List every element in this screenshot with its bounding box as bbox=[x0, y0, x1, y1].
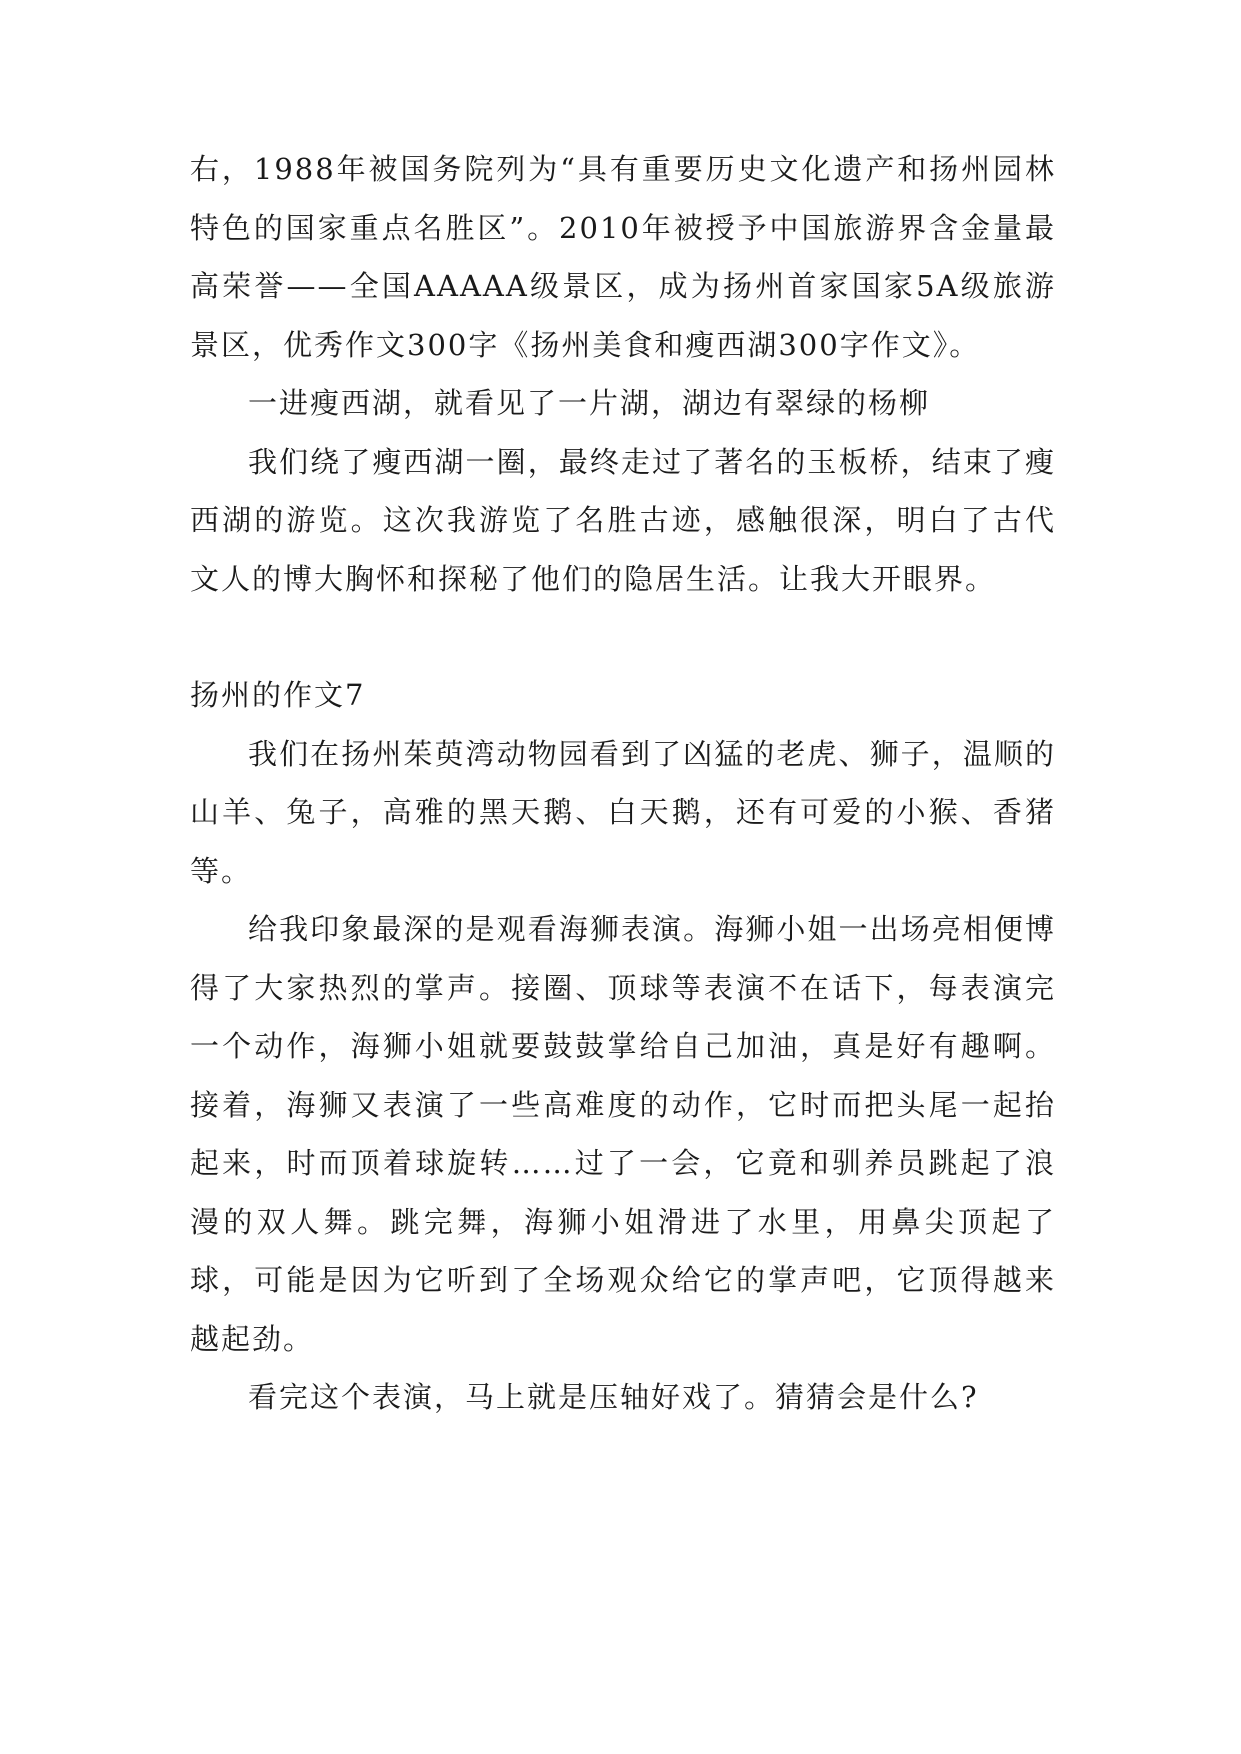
paragraph: 给我印象最深的是观看海狮表演。海狮小姐一出场亮相便博得了大家热烈的掌声。接圈、顶球等表演不在话下，每表演完一个动作，海狮小姐就要鼓鼓掌给自己加油，真是好有趣啊。接着，海狮又表演了一些高难度的动作，它时而把头尾一起抬起来，时而顶着球旋转……过了一会，它竟和驯养员跳起了浪漫的双人舞。跳完舞，海狮小姐滑进了水里，用鼻尖顶起了球，可能是因为它听到了全场观众给它的掌声吧，它顶得越来越起劲。 bbox=[190, 912, 1056, 1356]
paragraph: 一进瘦西湖，就看见了一片湖，湖边有翠绿的杨柳 bbox=[248, 386, 931, 420]
paragraph: 我们绕了瘦西湖一圈，最终走过了著名的玉板桥，结束了瘦西湖的游览。这次我游览了名胜古迹，感触很深，明白了古代文人的博大胸怀和探秘了他们的隐居生活。让我大开眼界。 bbox=[190, 444, 1056, 596]
section-title: 扬州的作文7 bbox=[190, 678, 366, 712]
paragraph: 我们在扬州茱萸湾动物园看到了凶猛的老虎、狮子，温顺的山羊、兔子，高雅的黑天鹅、白天鹅，还有可爱的小猴、香猪等。 bbox=[190, 736, 1056, 888]
document-page bbox=[190, 140, 1056, 1427]
paragraph: 看完这个表演，马上就是压轴好戏了。猜猜会是什么? bbox=[248, 1380, 979, 1414]
paragraph-continuation: 右，1988年被国务院列为“具有重要历史文化遗产和扬州园林特色的国家重点名胜区”。2010年被授予中国旅游界含金量最高荣誉——全国AAAAA级景区，成为扬州首家国家5A级旅游景区，优秀作文300字《扬州美食和瘦西湖300字作文》。 bbox=[190, 152, 1056, 362]
